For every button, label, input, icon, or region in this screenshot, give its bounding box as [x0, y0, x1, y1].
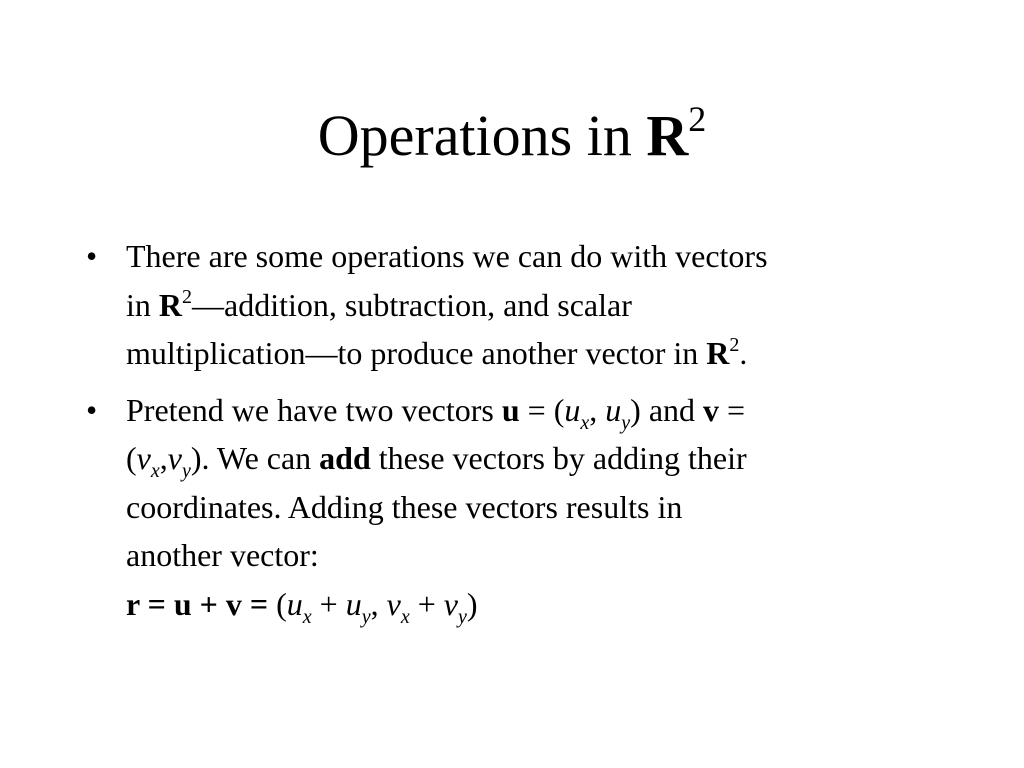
text-run: ). We can — [190, 440, 320, 476]
symbol-r: R — [158, 286, 182, 323]
text-run: multiplication—to produce another vector in — [126, 335, 707, 371]
operator: = — [241, 585, 277, 622]
bullet-item-operations — [84, 232, 954, 378]
subscript-letter: x — [580, 411, 590, 434]
text-run: , — [159, 440, 168, 476]
component: u — [564, 391, 581, 428]
text-run: ( — [276, 585, 287, 622]
text-run: ( — [126, 440, 137, 476]
text-run: —addition, subtraction, and scalar — [192, 286, 632, 323]
text-run: . — [739, 335, 748, 371]
bullet-line — [126, 434, 954, 483]
bullet-item-addition — [84, 386, 954, 629]
bullet-line — [126, 386, 954, 435]
subscript-letter: x — [400, 605, 410, 628]
component: v — [136, 440, 151, 476]
text-run: , — [370, 585, 387, 622]
bullet-glyph: • — [86, 238, 98, 274]
subscript — [362, 606, 371, 628]
bullet-line — [126, 329, 954, 378]
title-symbol: R — [646, 103, 689, 168]
text-run: ) — [466, 585, 478, 622]
subscript-letter: x — [150, 460, 160, 482]
text-run: ) and — [630, 391, 704, 428]
bullet-line: another vector: — [126, 537, 319, 573]
text-run: Pretend we have two vectors — [126, 391, 502, 428]
subscript-letter: x — [302, 605, 312, 628]
component: v — [386, 585, 401, 622]
component: u — [286, 585, 303, 622]
subscript — [401, 606, 410, 628]
component: v — [443, 585, 458, 622]
subscript — [580, 412, 589, 434]
bullet-line — [126, 281, 954, 330]
subscript — [182, 460, 191, 482]
vector-v: v — [703, 391, 720, 428]
operator: + — [311, 585, 346, 622]
superscript: 2 — [729, 334, 740, 356]
slide-title — [0, 98, 1024, 174]
text-run: in — [126, 286, 159, 323]
subscript-letter: y — [361, 605, 371, 628]
operator: + — [409, 585, 444, 622]
bullet-list — [84, 232, 954, 636]
component: u — [605, 391, 622, 428]
subscript — [621, 412, 630, 434]
subscript — [151, 460, 160, 482]
vector-u: u — [173, 585, 192, 622]
operator: + — [191, 585, 226, 622]
operator: = — [139, 585, 174, 622]
vector-r: r — [126, 585, 140, 622]
bullet-line: There are some operations we can do with vectors — [126, 238, 768, 274]
title-superscript: 2 — [688, 99, 707, 139]
subscript-letter: y — [457, 605, 467, 628]
vector-u: u — [501, 391, 520, 428]
subscript — [303, 606, 312, 628]
symbol-r: R — [706, 335, 730, 371]
equation-line — [126, 580, 954, 629]
subscript — [458, 606, 467, 628]
subscript-letter: y — [621, 411, 631, 434]
emphasis-add: add — [319, 440, 371, 476]
component: u — [345, 585, 362, 622]
bullet-glyph: • — [86, 391, 98, 428]
text-run: , — [589, 391, 606, 428]
bullet-line: coordinates. Adding these vectors results in — [126, 488, 683, 525]
superscript: 2 — [182, 285, 192, 308]
text-run: = ( — [519, 391, 565, 428]
text-run: = — [719, 391, 746, 428]
subscript-letter: y — [181, 460, 191, 482]
title-text: Operations in — [317, 103, 647, 168]
component: v — [167, 440, 182, 476]
vector-v: v — [225, 585, 242, 622]
text-run: these vectors by adding their — [370, 440, 747, 476]
